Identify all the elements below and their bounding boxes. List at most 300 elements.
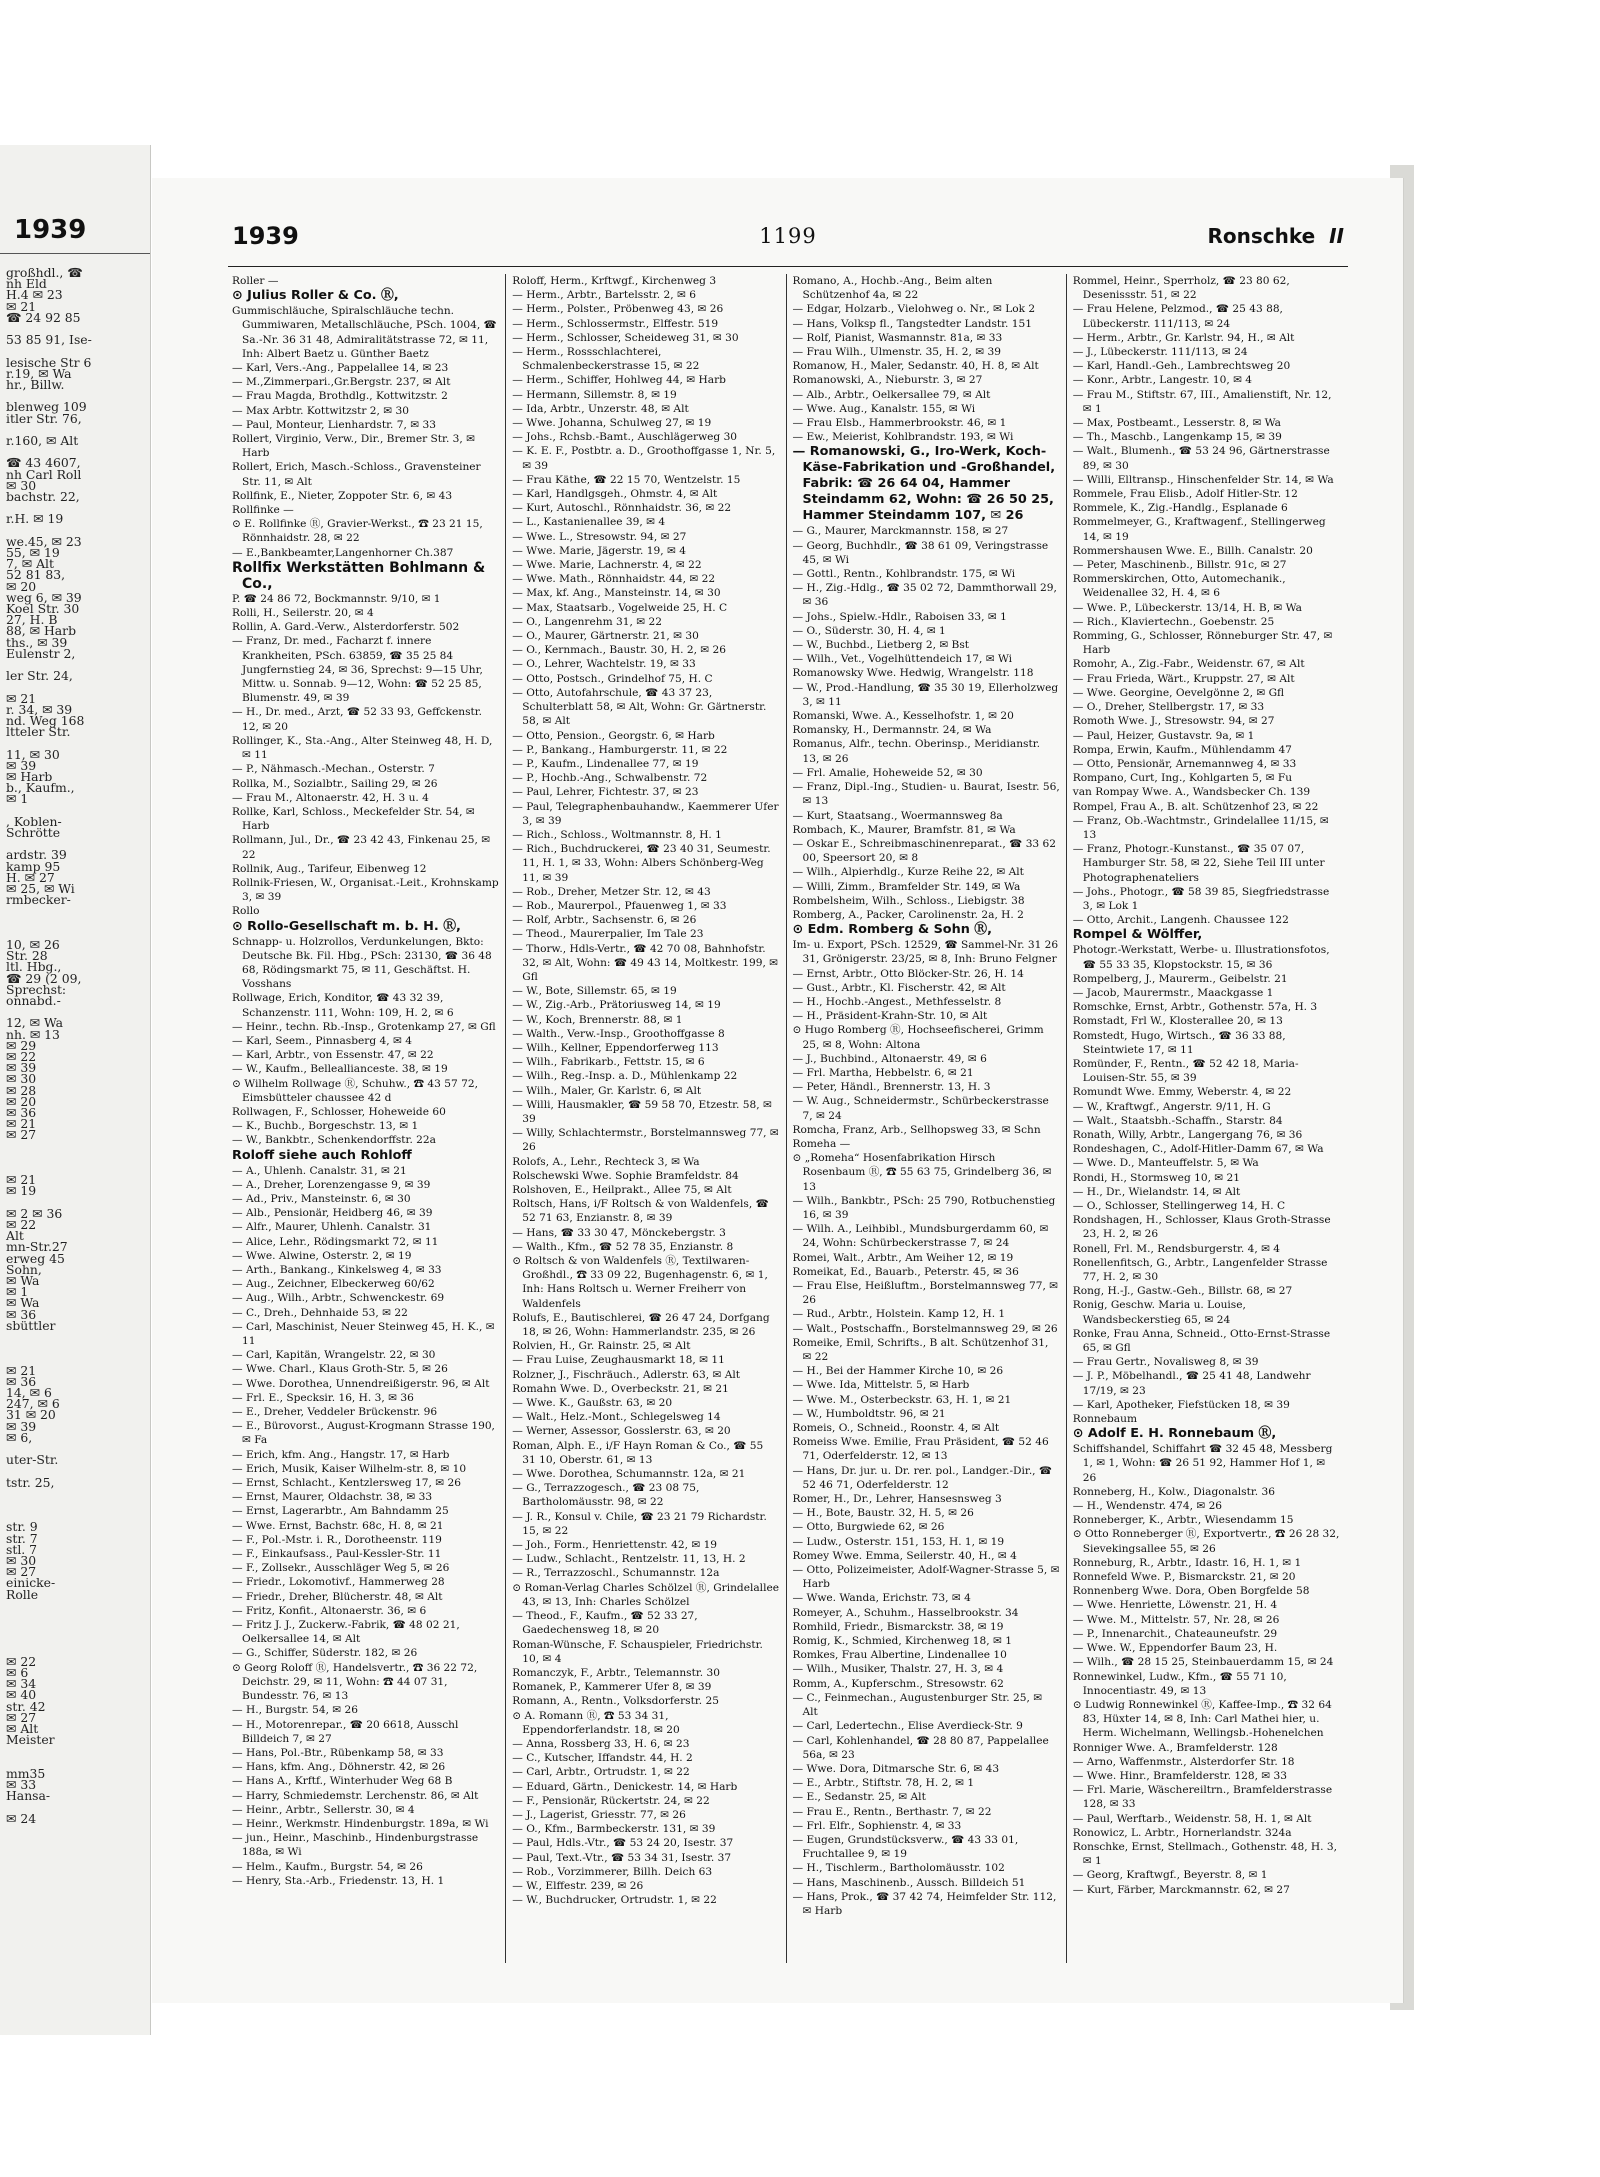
left-page-fragment-line: lesische Str 6: [6, 354, 92, 370]
directory-entry: — Wilh., Alpierhdlg., Kurze Reihe 22, ✉ Alt: [792, 866, 1024, 879]
directory-entry: — Herm., Rossschlachterei, Schmalenbeckerstrasse 15, ✉ 22: [512, 346, 700, 373]
directory-entry: Rommel, Heinr., Sperrholz, ☎ 23 80 62, Desenissstr. 51, ✉ 22: [1072, 275, 1290, 302]
directory-entry: — Th., Maschb., Langenkamp 15, ✉ 39: [1072, 431, 1282, 444]
left-page-fragment-line: 53 85 91, Ise-: [6, 332, 92, 348]
directory-entry: Roloff siehe auch Rohloff: [232, 1147, 412, 1163]
directory-entry: — Wwe. Aug., Kanalstr. 155, ✉ Wi: [792, 402, 976, 415]
directory-entry: Rondshagen, H., Schlosser, Klaus Groth-Strasse 23, H. 2, ✉ 26: [1072, 1214, 1331, 1241]
directory-entry: — Wwe. Georgine, Oevelgönne 2, ✉ Gfl: [1072, 686, 1285, 699]
left-page-fragment-line: ardstr. 39: [6, 847, 67, 863]
left-page-fragment-line: ✉ 34: [6, 1676, 37, 1692]
directory-entry: Gummischläuche, Spiralschläuche techn. Gummiwaren, Metallschläuche, PSch. 1004, ☎ Sa.-Nr. 36 31 48, Admiralitätstrasse 72, ✉ 11, Inh: Albert Baetz u. Günther Baetz: [232, 305, 497, 360]
directory-entry: — Wwe. D., Manteuffelstr. 5, ✉ Wa: [1072, 1157, 1259, 1170]
directory-entry: Rondi, H., Stormsweg 10, ✉ 21: [1072, 1171, 1241, 1184]
left-page-fragment-line: ✉ 36: [6, 1306, 37, 1322]
directory-entry: — Wwe. W., Eppendorfer Baum 23, H.: [1072, 1642, 1278, 1655]
directory-entry: — O., Kfm., Barmbeckerstr. 131, ✉ 39: [512, 1823, 716, 1836]
directory-entry: — Peter, Händl., Brennerstr. 13, H. 3: [792, 1081, 991, 1094]
directory-entry: Ronnefeld Wwe. P., Bismarckstr. 21, ✉ 20: [1072, 1571, 1296, 1584]
directory-entry: — Thorw., Hdls-Vertr., ☎ 42 70 08, Bahnhofstr. 32, ✉ Alt, Wohn: ☎ 49 43 14, Moltkestr. 199, ✉ Gfl: [512, 942, 779, 983]
directory-entry: Romansky, H., Dermannstr. 24, ✉ Wa: [792, 724, 992, 737]
directory-entry: — Johs., Spielw.-Hdlr., Raboisen 33, ✉ 1: [792, 610, 1007, 623]
directory-entry: — Otto, Polizeimeister, Adolf-Wagner-Strasse 5, ✉ Harb: [792, 1564, 1060, 1591]
directory-entry: Rompelberg, J., Maurerm., Geibelstr. 21: [1072, 972, 1288, 985]
left-page-fragment-line: Meister: [6, 1732, 55, 1748]
directory-entry: Rollfink, E., Nieter, Zoppoter Str. 6, ✉ 43: [232, 489, 453, 502]
directory-entry: — Herm., Schlosser, Scheideweg 31, ✉ 30: [512, 331, 739, 344]
left-page-fragment-line: itler Str. 76,: [6, 410, 82, 426]
directory-entry: — Eugen, Grundstücksverw., ☎ 43 33 01, Fruchtallee 9, ✉ 19: [792, 1833, 1019, 1861]
directory-entry: Rollfix Werkstätten Bohlmann & Co.,: [232, 559, 486, 592]
left-page-fragment-line: ✉ 25, ✉ Wi: [6, 881, 75, 896]
left-page-fragment-line: 14, ✉ 6: [6, 1385, 52, 1400]
directory-column-4: [1066, 274, 1346, 1963]
left-page-fragment-line: ✉ 36: [6, 1105, 37, 1120]
directory-entry: — E.,Bankbeamter,Langenhorner Ch.387: [232, 546, 454, 559]
directory-entry: — Frl. Elfr., Sophienstr. 4, ✉ 33: [792, 1819, 962, 1832]
directory-entry: — Heinr., Werkmstr. Hindenburgstr. 189a, ✉ Wi: [232, 1817, 489, 1830]
directory-entry: — Hans, Volksp fl., Tangstedter Landstr. 151: [792, 317, 1032, 330]
directory-entry: — Walt., Postschaffn., Borstelmannsweg 29, ✉ 26: [792, 1322, 1058, 1335]
left-page-fragment: [0, 145, 151, 2035]
left-page-fragment-line: onnabd.-: [6, 993, 61, 1008]
directory-entry: ⊙ E. Rollfinke Ⓡ, Gravier-Werkst., ☎ 23 21 15, Rönnhaidstr. 28, ✉ 22: [232, 518, 483, 545]
left-page-fragment-line: einicke-: [6, 1575, 56, 1591]
directory-entry: Rollka, M., Sozialbtr., Sailing 29, ✉ 26: [232, 777, 438, 790]
directory-entry: — Theod., F., Kaufm., ☎ 52 33 27, Gaedechensweg 18, ✉ 20: [512, 1610, 698, 1637]
directory-entry: — C., Feinmechan., Augustenburger Str. 25, ✉ Alt: [792, 1691, 1043, 1719]
directory-entry: — Wilh., Reg.-Insp. a. D., Mühlenkamp 22: [512, 1070, 738, 1083]
directory-entry: Rollwage, Erich, Konditor, ☎ 43 32 39, Schanzenstr. 111, Wohn: 109, H. 2, ✉ 6: [232, 992, 454, 1019]
directory-entry: — O., Lehrer, Wachtelstr. 19, ✉ 33: [512, 658, 696, 671]
directory-entry: — Wwe. Dorothea, Unnendreißigerstr. 96, ✉ Alt: [232, 1377, 490, 1390]
left-page-fragment-line: sbüttler: [6, 1317, 56, 1333]
directory-entry: — J. P., Möbelhandl., ☎ 25 41 48, Landwehr 17/19, ✉ 23: [1072, 1370, 1311, 1397]
directory-entry: — Frau Magda, Brothdlg., Kottwitzstr. 2: [232, 390, 448, 403]
directory-entry: — Max, Postbeamt., Lesserstr. 8, ✉ Wa: [1072, 417, 1281, 430]
directory-entry: — Ludw., Osterstr. 151, 153, H. 1, ✉ 19: [792, 1535, 1005, 1548]
left-page-fragment-line: Sprechst:: [6, 981, 67, 997]
directory-entry: — A., Uhlenh. Canalstr. 31, ✉ 21: [232, 1164, 407, 1177]
directory-entry: Rommerskirchen, Otto, Automechanik., Weidenallee 32, H. 4, ✉ 6: [1072, 573, 1286, 600]
directory-entry: — Anna, Rossberg 33, H. 6, ✉ 23: [512, 1737, 690, 1750]
directory-entry: — Otto, Autofahrschule, ☎ 43 37 23, Schulterblatt 58, ✉ Alt, Wohn: Gr. Gärtnerstr. 58, ✉ Alt: [512, 686, 767, 728]
directory-entry: — Wilh., Kellner, Eppendorferweg 113: [512, 1041, 719, 1054]
directory-entry: — Erich, kfm. Ang., Hangstr. 17, ✉ Harb: [232, 1448, 450, 1461]
left-page-rule: [0, 253, 150, 254]
directory-entry: — Frau M., Altonaerstr. 42, H. 3 u. 4: [232, 791, 429, 804]
directory-entry: — Wilh., Musiker, Thalstr. 27, H. 3, ✉ 4: [792, 1663, 1004, 1676]
left-page-fragment-line: ☎ 24 92 85: [6, 309, 81, 325]
directory-entry: — Paul, Werftarb., Weidenstr. 58, H. 1, ✉ Alt: [1072, 1812, 1312, 1825]
directory-entry: Romschke, Ernst, Arbtr., Gothenstr. 57a, H. 3: [1072, 1001, 1318, 1014]
directory-entry: — Frl. Amalie, Hoheweide 52, ✉ 30: [792, 766, 983, 779]
directory-entry: Rollnik-Friesen, W., Organisat.-Leit., Krohnskamp 3, ✉ 39: [232, 876, 499, 904]
directory-entry: — Ernst, Maurer, Oldachstr. 38, ✉ 33: [232, 1491, 433, 1504]
directory-entry: — Max Arbtr. Kottwitzstr 2, ✉ 30: [232, 404, 409, 417]
directory-entry: — Georg, Buchhdlr., ☎ 38 61 09, Veringstrasse 45, ✉ Wi: [792, 539, 1049, 566]
left-page-fragment-line: r. 34, ✉ 39: [6, 701, 73, 717]
directory-entry: — Otto, Archit., Langenh. Chaussee 122: [1072, 914, 1289, 927]
directory-entry: — H., Bei der Hammer Kirche 10, ✉ 26: [792, 1365, 1004, 1378]
directory-entry: — Wwe. Dora, Ditmarsche Str. 6, ✉ 43: [792, 1762, 1000, 1775]
directory-entry: — Carl, Maschinist, Neuer Steinweg 45, H. K., ✉ 11: [232, 1320, 495, 1348]
left-page-fragment-line: , Koblen-: [6, 813, 62, 829]
directory-entry: Romkes, Frau Albertine, Lindenallee 10: [792, 1649, 1007, 1662]
directory-entry: Ronneburg, R., Arbtr., Idastr. 16, H. 1, ✉ 1: [1072, 1556, 1302, 1569]
directory-entry: — Willi, Elltransp., Hinschenfelder Str. 14, ✉ Wa: [1072, 473, 1334, 486]
directory-entry: — Frau Gertr., Novalisweg 8, ✉ 39: [1072, 1356, 1259, 1369]
directory-entry: — Wwe. Marie, Lachnerstr. 4, ✉ 22: [512, 559, 702, 572]
directory-entry: — Karl, Arbtr., von Essenstr. 47, ✉ 22: [232, 1049, 434, 1062]
left-page-fragment-line: ✉ 22: [6, 1049, 37, 1064]
left-page-fragment-line: ✉ 21: [6, 1362, 37, 1378]
left-page-fragment-line: ✉ 22: [6, 1653, 37, 1669]
directory-entry: — Wwe. Johanna, Schulweg 27, ✉ 19: [512, 417, 712, 430]
directory-entry: — Frl. Marie, Wäschereiltrn., Bramfelderstrasse 128, ✉ 33: [1072, 1784, 1333, 1811]
directory-entry: — P., Kaufm., Lindenallee 77, ✉ 19: [512, 757, 699, 770]
left-page-fragment-line: bachstr. 22,: [6, 489, 80, 504]
left-page-fragment-line: 12, ✉ Wa: [6, 1015, 64, 1031]
left-page-fragment-line: mn-Str.27: [6, 1239, 68, 1255]
left-page-fragment-line: 55, ✉ 19: [6, 545, 60, 560]
directory-entry: Schnapp- u. Holzrollos, Verdunkelungen, Bkto: Deutsche Bk. Fil. Hbg., PSch: 23130, ☎ 36 48 68, Rödingsmarkt 75, ✉ 11, Geschäftst. H. Vosshans: [232, 935, 492, 991]
directory-entry: — P., Nähmasch.-Mechan., Osterstr. 7: [232, 763, 435, 776]
left-page-fragment-line: weg 6, ✉ 39: [6, 589, 82, 605]
directory-entry: — Max, kf. Ang., Mansteinstr. 14, ✉ 30: [512, 587, 721, 600]
directory-entry: — Franz, Photogr.-Kunstanst., ☎ 35 07 07, Hamburger Str. 58, ✉ 22, Siehe Teil III unter Photographenateliers: [1072, 843, 1325, 884]
directory-entry: — Frau Helene, Pelzmod., ☎ 25 43 88, Lübeckerstr. 111/113, ✉ 24: [1072, 303, 1283, 330]
directory-entry: — Rolf, Arbtr., Sachsenstr. 6, ✉ 26: [512, 914, 697, 927]
directory-entry: — K. E. F., Postbtr. a. D., Groothoffgasse 1, Nr. 5, ✉ 39: [512, 445, 776, 472]
directory-entry: — Carl, Kohlenhandel, ☎ 28 80 87, Pappelallee 56a, ✉ 23: [792, 1734, 1049, 1761]
directory-entry: — Karl, Handl.-Geh., Lambrechtsweg 20: [1072, 360, 1291, 373]
directory-entry: — Wwe. P., Lübeckerstr. 13/14, H. B, ✉ Wa: [1072, 601, 1302, 614]
left-page-fragment-line: tstr. 25,: [6, 1474, 55, 1490]
directory-entry: Rolli, H., Seilerstr. 20, ✉ 4: [232, 607, 374, 620]
directory-entry: Ronnewinkel, Ludw., Kfm., ☎ 55 71 10, Innocentiastr. 49, ✉ 13: [1072, 1670, 1287, 1697]
directory-entry: — Walt., Blumenh., ☎ 53 24 96, Gärtnerstrasse 89, ✉ 30: [1072, 445, 1330, 472]
directory-entry: — Georg, Kraftwgf., Beyerstr. 8, ✉ 1: [1072, 1869, 1268, 1882]
directory-entry: — Heinr., Arbtr., Sellerstr. 30, ✉ 4: [232, 1803, 415, 1816]
directory-entry: — W., Elffestr. 239, ✉ 26: [512, 1879, 644, 1892]
directory-entry: — Wwe. Marie, Jägerstr. 19, ✉ 4: [512, 544, 686, 557]
directory-entry: — Willy, Schlachtermstr., Borstelmannsweg 77, ✉ 26: [512, 1127, 779, 1154]
directory-entry: — Aug., Zeichner, Elbeckerweg 60/62: [232, 1278, 435, 1291]
directory-entry: — Herm., Arbtr., Gr. Karlstr. 94, H., ✉ Alt: [1072, 331, 1295, 344]
directory-entry: — G., Terrazzogesch., ☎ 23 08 75, Bartholomäusstr. 98, ✉ 22: [512, 1482, 700, 1509]
running-head-name: Ronschke: [1207, 224, 1316, 248]
left-page-fragment-line: mm35: [6, 1765, 46, 1781]
directory-entry: — Hans, ☎ 33 30 47, Mönckebergstr. 3: [512, 1226, 726, 1239]
directory-entry: — H., Präsident-Krahn-Str. 10, ✉ Alt: [792, 1010, 988, 1023]
directory-entry: — F., Pol.-Mstr. i. R., Dorotheenstr. 119: [232, 1533, 442, 1546]
directory-entry: — J., Buchbind., Altonaerstr. 49, ✉ 6: [792, 1052, 987, 1065]
left-page-fragment-line: ✉ 30: [6, 477, 37, 493]
directory-entry: — Friedr., Dreher, Blücherstr. 48, ✉ Alt: [232, 1590, 443, 1603]
directory-entry: P. ☎ 24 86 72, Bockmannstr. 9/10, ✉ 1: [232, 592, 441, 605]
directory-entry: Romeyer, A., Schuhm., Hasselbrookstr. 34: [792, 1606, 1019, 1619]
directory-entry: Rolofs, A., Lehr., Rechteck 3, ✉ Wa: [512, 1155, 700, 1168]
directory-entry: — Wwe. Charl., Klaus Groth-Str. 5, ✉ 26: [232, 1363, 448, 1376]
directory-entry: — C., Dreh., Dehnhaide 53, ✉ 22: [232, 1306, 408, 1319]
directory-entry: — Frau M., Stiftstr. 67, III., Amalienstift, Nr. 12, ✉ 1: [1072, 388, 1332, 415]
directory-entry: Rollmann, Jul., Dr., ☎ 23 42 43, Finkenau 25, ✉ 22: [232, 834, 491, 861]
directory-entry: — Walth., Verw.-Insp., Groothoffgasse 8: [512, 1027, 725, 1040]
directory-entry: — Harry, Schmiedemstr. Lerchenstr. 86, ✉ Alt: [232, 1789, 479, 1802]
left-page-fragment-line: ✉ 22: [6, 1217, 37, 1232]
directory-entry: — Wwe. Hinr., Bramfelderstr. 128, ✉ 33: [1072, 1769, 1288, 1782]
directory-entry: Romanow, H., Maler, Sedanstr. 40, H. 8, ✉ Alt: [792, 360, 1039, 373]
directory-entry: Rolvien, H., Gr. Rainstr. 25, ✉ Alt: [512, 1340, 691, 1353]
directory-entry: — Walth., Kfm., ☎ 52 78 35, Enzianstr. 8: [512, 1240, 734, 1253]
directory-entry: — Willi, Hausmakler, ☎ 59 58 70, Etzestr. 58, ✉ 39: [512, 1098, 772, 1125]
left-page-fragment-line: ltteler Str.: [6, 724, 71, 740]
directory-entry: — Rich., Schloss., Woltmannstr. 8, H. 1: [512, 828, 722, 841]
directory-entry: — Jacob, Maurermstr., Maackgasse 1: [1072, 986, 1274, 999]
directory-entry: Romundt Wwe. Emmy, Weberstr. 4, ✉ 22: [1072, 1086, 1292, 1099]
directory-entry: — Kurt, Staatsang., Woermannsweg 8a: [792, 809, 1003, 822]
directory-entry: — Wwe. Wanda, Erichstr. 73, ✉ 4: [792, 1592, 971, 1605]
directory-entry: — J. R., Konsul v. Chile, ☎ 23 21 79 Richardstr. 15, ✉ 22: [512, 1510, 767, 1537]
directory-entry: — E., Sedanstr. 25, ✉ Alt: [792, 1791, 926, 1804]
directory-entry: — F., Zollsekr., Ausschläger Weg 5, ✉ 26: [232, 1562, 450, 1575]
left-page-fragment-line: blenweg 109: [6, 399, 87, 415]
directory-entry: Roman, Alph. E., i/F Hayn Roman & Co., ☎ 55 31 10, Oberstr. 61, ✉ 13: [512, 1439, 764, 1466]
left-page-year: 1939: [14, 215, 87, 245]
directory-entry: Romstedt, Hugo, Wirtsch., ☎ 36 33 88, Steintwiete 17, ✉ 11: [1072, 1029, 1286, 1056]
left-page-fragment-line: r.H. ✉ 19: [6, 511, 64, 527]
directory-entry: — Hermann, Sillemstr. 8, ✉ 19: [512, 388, 677, 401]
directory-entry: — Franz, Dr. med., Facharzt f. innere Krankheiten, PSch. 63859, ☎ 35 25 84 Jungfernstieg 24, ✉ 36, Sprechst: 9—15 Uhr, Mittw. u. Sonnab. 9—12, Wohn: ☎ 52 25 85, Blumenstr. 49, ✉ 39: [232, 635, 483, 705]
directory-entry: — Frau Else, Heißluftm., Borstelmannsweg 77, ✉ 26: [792, 1280, 1059, 1307]
directory-entry: ⊙ „Romeha“ Hosenfabrikation Hirsch Rosenbaum Ⓡ, ☎ 55 63 75, Grindelberg 36, ✉ 13: [792, 1152, 1052, 1193]
directory-entry: — W., Buchbd., Lietberg 2, ✉ Bst: [792, 639, 970, 652]
directory-entry: Rondeshagen, C., Adolf-Hitler-Damm 67, ✉ Wa: [1072, 1143, 1324, 1156]
directory-entry: — O., Kernmach., Baustr. 30, H. 2, ✉ 26: [512, 644, 727, 657]
directory-entry: — O., Süderstr. 30, H. 4, ✉ 1: [792, 624, 946, 637]
directory-entry: ⊙ Edm. Romberg & Sohn Ⓡ,: [792, 922, 992, 938]
directory-entry: Rompel & Wölffer,: [1072, 927, 1203, 943]
directory-entry: Romanek, P., Kammerer Ufer 8, ✉ 39: [512, 1681, 712, 1694]
left-page-fragment-line: ✉ 40: [6, 1687, 37, 1703]
directory-entry: — H., Zig.-Hdlg., ☎ 35 02 72, Dammthorwall 29, ✉ 36: [792, 582, 1057, 609]
directory-entry: Photogr.-Werkstatt, Werbe- u. Illustrationsfotos, ☎ 55 33 35, Klopstockstr. 15, ✉ 36: [1072, 944, 1330, 971]
directory-entry: — W., Bankbtr., Schenkendorffstr. 22a: [232, 1134, 436, 1147]
left-page-fragment-line: ✉ Alt: [6, 1721, 39, 1736]
left-page-fragment-line: stl. 7: [6, 1541, 38, 1557]
left-page-fragment-line: Alt: [6, 1228, 24, 1244]
directory-page: [152, 178, 1404, 2003]
directory-entry: Im- u. Export, PSch. 12529, ☎ Sammel-Nr. 31 26 31, Grönigerstr. 23/25, ✉ 8, Inh: Bruno Felgner: [792, 939, 1059, 966]
directory-entry: Romberg, A., Packer, Carolinenstr. 2a, H. 2: [792, 908, 1024, 921]
left-page-fragment-line: 52 81 83,: [6, 567, 66, 583]
left-page-fragment-line: str. 9: [6, 1519, 38, 1535]
directory-entry: — Karl, Vers.-Ang., Pappelallee 14, ✉ 23: [232, 362, 449, 375]
directory-entry: — Wwe. M., Mittelstr. 57, Nr. 28, ✉ 26: [1072, 1613, 1280, 1626]
directory-entry: — Rolf, Pianist, Wasmannstr. 81a, ✉ 33: [792, 331, 1003, 344]
directory-entry: Ronneberg, H., Kolw., Diagonalstr. 36: [1072, 1485, 1275, 1498]
directory-entry: Ronschke, Ernst, Stellmach., Gothenstr. 48, H. 3, ✉ 1: [1072, 1840, 1338, 1868]
directory-column-3: [786, 274, 1066, 1963]
directory-entry: Rommele, K., Zig.-Handlg., Esplanade 6: [1072, 502, 1288, 515]
directory-entry: — Wwe. Ida, Mittelstr. 5, ✉ Harb: [792, 1379, 970, 1392]
left-page-fragment-line: hr., Billw.: [6, 377, 65, 392]
directory-entry: — Karl, Handlgsgeh., Ohmstr. 4, ✉ Alt: [512, 488, 718, 501]
left-page-fragment-line: Schrötte: [6, 825, 61, 840]
directory-entry: — Carl, Kapitän, Wrangelstr. 22, ✉ 30: [232, 1349, 436, 1362]
directory-entry: — Ad., Priv., Mansteinstr. 6, ✉ 30: [232, 1192, 411, 1205]
directory-entry: — Ida, Arbtr., Unzerstr. 48, ✉ Alt: [512, 402, 689, 415]
directory-entry: Roller —: [232, 275, 279, 287]
directory-entry: Romeiss Wwe. Emilie, Frau Präsident, ☎ 52 46 71, Oderfelderstr. 12, ✉ 13: [792, 1436, 1049, 1463]
left-page-fragment-line: nd. Weg 168: [6, 713, 85, 728]
directory-entry: Romanowsky Wwe. Hedwig, Wrangelstr. 118: [792, 667, 1034, 680]
left-page-fragment-line: ✉ 39: [6, 1060, 37, 1076]
directory-entry: — Otto, Burgwiede 62, ✉ 26: [792, 1521, 945, 1534]
directory-entry: — Ernst, Arbtr., Otto Blöcker-Str. 26, H. 14: [792, 967, 1024, 980]
directory-entry: Romann, A., Rentn., Volksdorferstr. 25: [512, 1695, 719, 1708]
directory-entry: — Franz, Ob.-Wachtmstr., Grindelallee 11/15, ✉ 13: [1072, 814, 1329, 841]
directory-entry: ⊙ A. Romann Ⓡ, ☎ 53 34 31, Eppendorferlandstr. 18, ✉ 20: [512, 1709, 680, 1736]
directory-entry: — P., Hochb.-Ang., Schwalbenstr. 72: [512, 772, 708, 785]
directory-entry: — Heinr., techn. Rb.-Insp., Grotenkamp 27, ✉ Gfl: [232, 1020, 496, 1033]
left-page-fragment-line: r.160, ✉ Alt: [6, 433, 79, 448]
directory-entry: — Otto, Postsch., Grindelhof 75, H. C: [512, 672, 713, 685]
directory-entry: — Rob., Maurerpol., Pfauenweg 1, ✉ 33: [512, 899, 727, 912]
directory-entry: — Hans, kfm. Ang., Döhnerstr. 42, ✉ 26: [232, 1761, 446, 1774]
directory-entry: — Karl, Apotheker, Fiefstücken 18, ✉ 39: [1072, 1398, 1290, 1411]
directory-entry: — Frau Käthe, ☎ 22 15 70, Wentzelstr. 15: [512, 473, 741, 486]
directory-entry: — Wwe. Henriette, Löwenstr. 21, H. 4: [1072, 1599, 1278, 1612]
directory-entry: — Rud., Arbtr., Holstein. Kamp 12, H. 1: [792, 1308, 1006, 1321]
directory-entry: — Konr., Arbtr., Langestr. 10, ✉ 4: [1072, 374, 1253, 387]
directory-entry: ⊙ Wilhelm Rollwage Ⓡ, Schuhw., ☎ 43 57 72, Eimsbütteler chaussee 42 d: [232, 1077, 478, 1104]
directory-entry: — Willi, Zimm., Bramfelder Str. 149, ✉ Wa: [792, 880, 1021, 893]
directory-entry: Rollin, A. Gard.-Verw., Alsterdorferstr. 502: [232, 621, 460, 634]
directory-entry: Ronke, Frau Anna, Schneid., Otto-Ernst-Strasse 65, ✉ Gfl: [1072, 1327, 1331, 1355]
directory-entry: — Johs., Photogr., ☎ 58 39 85, Siegfriedstrasse 3, ✉ Lok 1: [1072, 885, 1330, 912]
directory-entry: Ronnebaum: [1072, 1413, 1137, 1426]
directory-entry: Romanowski, A., Nieburstr. 3, ✉ 27: [792, 374, 983, 387]
directory-entry: — Edgar, Holzarb., Vielohweg o. Nr., ✉ Lok 2: [792, 303, 1036, 316]
left-page-fragment-line: ✉ 30: [6, 1553, 37, 1568]
directory-entry: — Carl, Ledertechn., Elise Averdieck-Str. 9: [792, 1720, 1023, 1733]
directory-entry: — H., Burgstr. 54, ✉ 26: [232, 1704, 359, 1717]
directory-entry: Rommele, Frau Elisb., Adolf Hitler-Str. 12: [1072, 488, 1298, 501]
directory-entry: Rollnik, Aug., Tarifeur, Eibenweg 12: [232, 862, 427, 875]
left-page-fragment-line: ✉ Wa: [6, 1273, 40, 1288]
left-page-fragment-line: kamp 95: [6, 858, 61, 874]
directory-entry: — Paul, Text.-Vtr., ☎ 53 34 31, Isestr. 37: [512, 1851, 732, 1864]
directory-entry: — Rich., Klaviertechn., Goebenstr. 25: [1072, 615, 1275, 628]
directory-entry: — Oskar E., Schreibmaschinenreparat., ☎ 33 62 00, Speersort 20, ✉ 8: [792, 837, 1057, 865]
left-page-fragment-line: ✉ 27: [6, 1127, 37, 1143]
directory-entry: — Johs., Rchsb.-Bamt., Auschlägerweg 30: [512, 431, 738, 444]
directory-entry: Rombelsheim, Wilh., Schloss., Liebigstr. 38: [792, 894, 1025, 907]
directory-entry: Rollert, Virginio, Verw., Dir., Bremer Str. 3, ✉ Harb: [232, 433, 476, 460]
directory-entry: — O., Langenrehm 31, ✉ 22: [512, 615, 662, 628]
left-page-fragment-line: ✉ 1: [6, 791, 29, 807]
directory-entry: Romohr, A., Zig.-Fabr., Weidenstr. 67, ✉ Alt: [1072, 658, 1305, 671]
directory-entry: — H., Dr., Wielandstr. 14, ✉ Alt: [1072, 1185, 1241, 1198]
directory-entry: — Alb., Pensionär, Heidberg 46, ✉ 39: [232, 1207, 433, 1220]
left-page-fragment-line: 88, ✉ Harb: [6, 623, 77, 639]
left-page-fragment-line: nh. ✉ 13: [6, 1026, 60, 1042]
directory-entry: — W., Kraftwgf., Angerstr. 9/11, H. G: [1072, 1100, 1271, 1113]
directory-entry: Ronell, Frl. M., Rendsburgerstr. 4, ✉ 4: [1072, 1242, 1281, 1255]
directory-entry: — Hans, Prok., ☎ 37 42 74, Heimfelder Str. 112, ✉ Harb: [792, 1890, 1057, 1917]
left-page-fragment-line: 11, ✉ 30: [6, 746, 60, 762]
directory-entry: Rommershausen Wwe. E., Billh. Canalstr. 20: [1072, 544, 1313, 557]
left-page-fragment-line: großhdl., ☎: [6, 265, 83, 280]
directory-entry: — M.,Zimmerpari.,Gr.Bergstr. 237, ✉ Alt: [232, 376, 451, 389]
directory-entry: — Eduard, Gärtn., Denickestr. 14, ✉ Harb: [512, 1780, 738, 1793]
left-page-fragment-line: uter-Str.: [6, 1452, 59, 1468]
directory-entry: — Max, Staatsarb., Vogelweide 25, H. C: [512, 601, 728, 614]
directory-entry: — O., Schlosser, Stellingerweg 14, H. C: [1072, 1200, 1286, 1212]
directory-entry: Romcha, Franz, Arb., Sellhopsweg 33, ✉ Schn: [792, 1123, 1041, 1136]
directory-entry: — Wwe. K., Gaußstr. 63, ✉ 20: [512, 1397, 673, 1410]
directory-entry: — Rob., Vorzimmerer, Billh. Deich 63: [512, 1865, 713, 1878]
directory-entry: — Wilh., Vet., Vogelhüttendeich 17, ✉ Wi: [792, 653, 1013, 666]
directory-entry: — Arth., Bankang., Kinkelsweg 4, ✉ 33: [232, 1264, 442, 1276]
directory-entry: Romstadt, Frl W., Klosterallee 20, ✉ 13: [1072, 1015, 1283, 1028]
directory-entry: Rolzner, J., Fischräuch., Adlerstr. 63, ✉ Alt: [512, 1368, 741, 1381]
directory-entry: Rollo: [232, 905, 260, 918]
directory-entry: — Ludw., Schlacht., Rentzelstr. 11, 13, H. 2: [512, 1553, 746, 1566]
directory-entry: — W., Koch, Brennerstr. 88, ✉ 1: [512, 1013, 683, 1026]
directory-entry: — W., Prod.-Handlung, ☎ 35 30 19, Ellerholzweg 3, ✉ 11: [792, 681, 1059, 708]
directory-entry: — W., Buchdrucker, Ortrudstr. 1, ✉ 22: [512, 1894, 717, 1907]
directory-entry: — Hans, Pol.-Btr., Rübenkamp 58, ✉ 33: [232, 1746, 444, 1759]
directory-entry: Ronellenfitsch, G., Arbtr., Langenfelder Strasse 77, H. 2, ✉ 30: [1072, 1256, 1328, 1284]
directory-entry: Romm, A., Kupferschm., Stresowstr. 62: [792, 1677, 1004, 1690]
directory-entry: — Frl. Martha, Hebbelstr. 6, ✉ 21: [792, 1066, 974, 1079]
directory-entry: ⊙ Adolf E. H. Ronnebaum Ⓡ,: [1072, 1426, 1277, 1442]
directory-entry: Ronniger Wwe. A., Bramfelderstr. 128: [1072, 1741, 1278, 1754]
directory-entry: — O., Dreher, Stellbergstr. 17, ✉ 33: [1072, 701, 1265, 714]
left-page-fragment-line: H.4 ✉ 23: [6, 287, 63, 303]
directory-entry: — Fritz, Konfit., Altonaerstr. 36, ✉ 6: [232, 1604, 427, 1617]
left-page-fragment-line: ✉ 21: [6, 1116, 37, 1132]
directory-entry: Rollke, Karl, Schloss., Meckefelder Str. 54, ✉ Harb: [232, 805, 475, 833]
directory-entry: Romanski, Wwe. A., Kesselhofstr. 1, ✉ 20: [792, 710, 1014, 723]
left-page-fragment-line: ler Str. 24,: [6, 668, 73, 684]
left-page-fragment-line: ✉ Wa: [6, 1295, 40, 1311]
directory-entry: Rommelmeyer, G., Kraftwagenf., Stellingerweg 14, ✉ 19: [1072, 516, 1326, 543]
left-page-fragment-line: ✉ 27: [6, 1709, 37, 1725]
directory-entry: Ronneberger, K., Arbtr., Wiesendamm 15: [1072, 1514, 1294, 1527]
directory-entry: Ronig, Geschw. Maria u. Louise, Wandsbeckerstieg 65, ✉ 24: [1072, 1299, 1246, 1326]
directory-entry: — Wwe. Math., Rönnhaidstr. 44, ✉ 22: [512, 573, 716, 586]
directory-entry: — Herm., Schlossermstr., Elffestr. 519: [512, 317, 719, 330]
directory-entry: — Erich, Musik, Kaiser Wilhelm-str. 8, ✉ 10: [232, 1462, 467, 1475]
directory-entry: Romeikat, Ed., Bauarb., Peterstr. 45, ✉ 36: [792, 1265, 1019, 1278]
directory-entry: — Walt., Staatsbh.-Schaffn., Starstr. 84: [1072, 1114, 1283, 1127]
directory-entry: Rompa, Erwin, Kaufm., Mühlendamm 47: [1072, 743, 1292, 756]
left-page-fragment-line: ☎ 29 (2 09,: [6, 970, 82, 986]
left-page-fragment-line: str. 7: [6, 1530, 38, 1546]
directory-entry: — C., Kutscher, Iffandstr. 44, H. 2: [512, 1752, 693, 1765]
directory-entry: ⊙ Julius Roller & Co. Ⓡ,: [232, 288, 399, 304]
directory-entry: Romanus, Alfr., techn. Oberinsp., Meridianstr. 13, ✉ 26: [792, 738, 1041, 765]
directory-entry: — Franz, Dipl.-Ing., Studien- u. Baurat, Isestr. 56, ✉ 13: [792, 781, 1060, 808]
left-page-fragment-line: ✉ 21: [6, 298, 37, 314]
directory-entry: Rollert, Erich, Masch.-Schloss., Gravensteiner Str. 11, ✉ Alt: [232, 461, 481, 488]
directory-entry: — Rich., Buchdruckerei, ☎ 23 40 31, Seumestr. 11, H. 1, ✉ 33, Wohn: Albers Schönberg-Weg 11, ✉ 39: [512, 843, 771, 884]
directory-entry: — Henry, Sta.-Arb., Friedenstr. 13, H. 1: [232, 1874, 445, 1887]
